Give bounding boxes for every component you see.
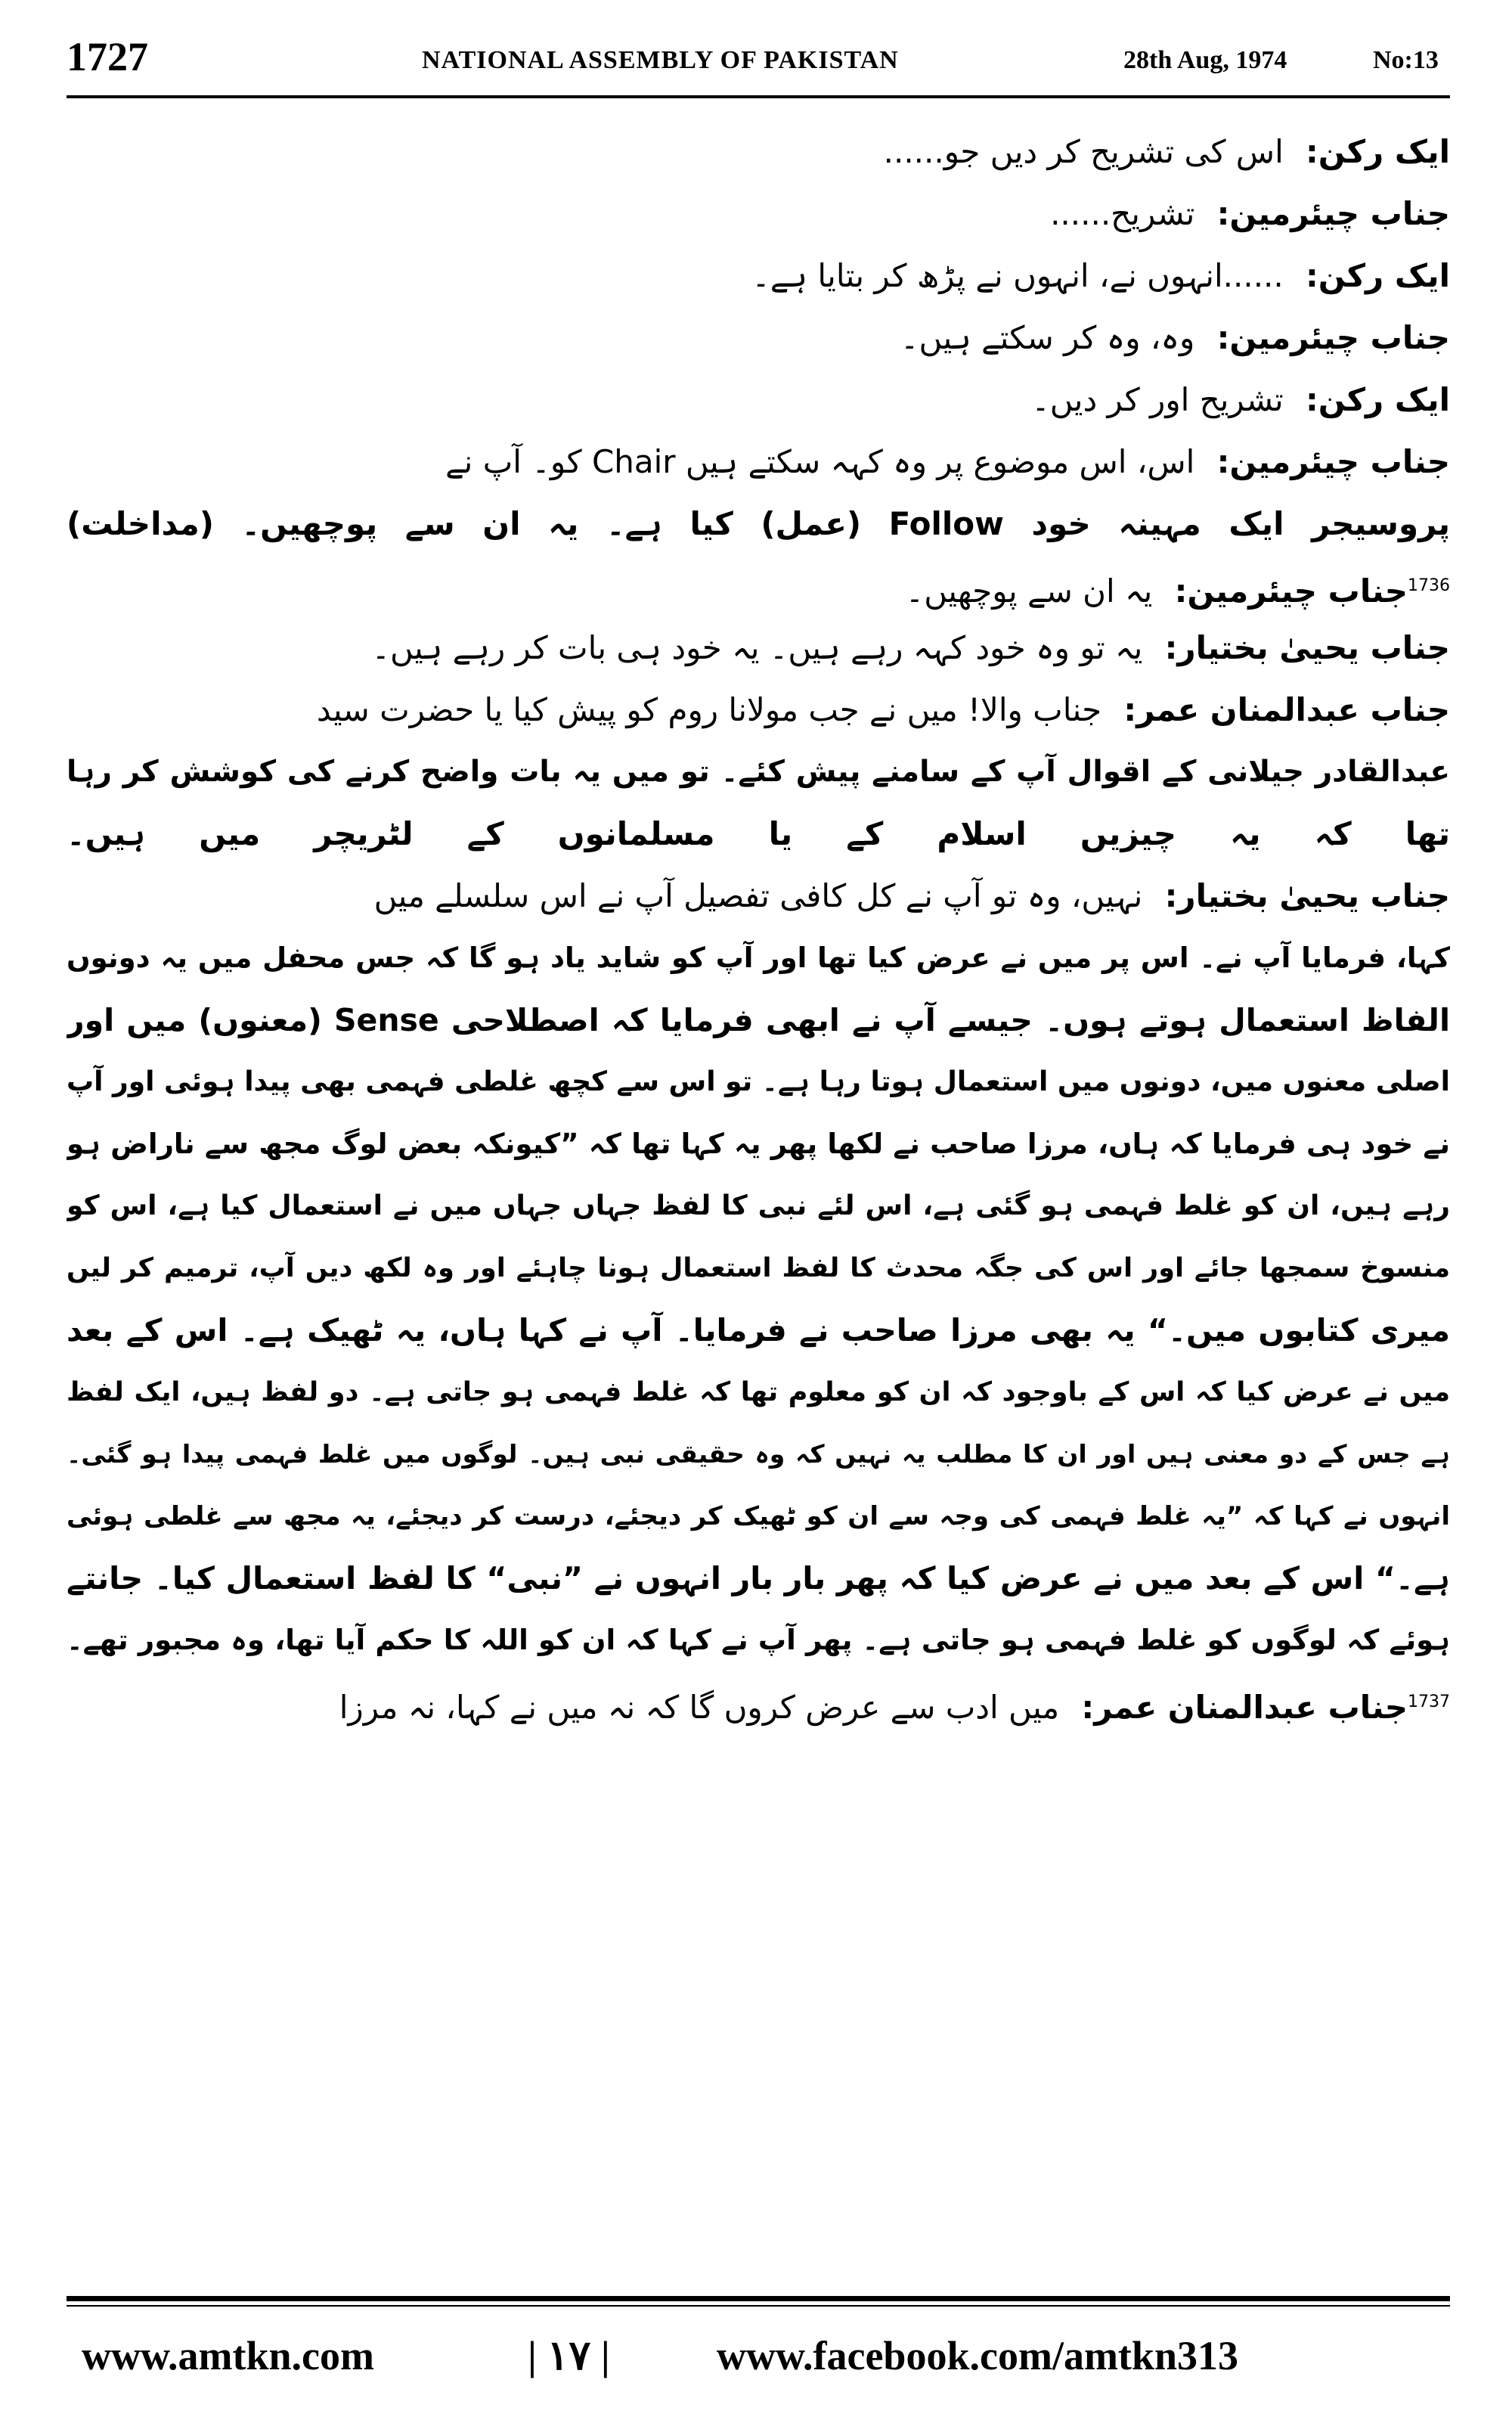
speech-text: وہ، وہ کر سکتے ہیں۔ — [900, 319, 1195, 356]
transcript-line — [67, 1175, 1450, 1237]
page-footer — [67, 2325, 1450, 2386]
speech-text: تشریح اور کر دیں۔ — [1031, 381, 1284, 418]
speech-text: کہا، فرمایا آپ نے۔ اس پر میں نے عرض کیا تھا اور آپ کو شاید یاد ہو گا کہ جس محفل میں یہ دونوں — [67, 942, 1450, 974]
transcript-line — [67, 121, 1450, 183]
speaker-name: جناب یحییٰ بختیار: — [1164, 629, 1450, 666]
transcript-line — [67, 493, 1450, 555]
page-number: 1727 — [67, 34, 148, 79]
speaker-name: جناب عبدالمنان عمر: — [1081, 1689, 1408, 1726]
speech-text: اصلی معنوں میں، دونوں میں استعمال ہوتا رہا ہے۔ تو اس سے کچھ غلطی فہمی بھی پیدا ہوئی اور آپ — [67, 1066, 1450, 1097]
speaker-name: جناب چیئرمین: — [1216, 195, 1450, 232]
transcript-line — [67, 741, 1450, 803]
transcript-line — [67, 1237, 1450, 1299]
speech-text: یہ تو وہ خود کہہ رہے ہیں۔ یہ خود ہی بات کر رہے ہیں۔ — [371, 629, 1143, 666]
speech-text: نے خود ہی فرمایا کہ ہاں، مرزا صاحب نے لکھا پھر یہ کہا تھا کہ ”کیونکہ بعض لوگ مجھ سے ناراض ہو — [67, 1128, 1450, 1160]
transcript-line — [67, 245, 1450, 307]
speaker-name: ایک رکن: — [1306, 257, 1450, 294]
speech-text: ......انہوں نے، انہوں نے پڑھ کر بتایا ہے۔ — [751, 257, 1284, 294]
speech-text: جناب والا! میں نے جب مولانا روم کو پیش کیا یا حضرت سید — [316, 691, 1102, 728]
transcript-line — [67, 555, 1450, 617]
transcript-line — [67, 679, 1450, 741]
speech-text: ہوئے کہ لوگوں کو غلط فہمی ہو جاتی ہے۔ پھر آپ نے کہا کہ ان کو اللہ کا حکم آیا تھا، وہ مجبور تھے۔ — [67, 1624, 1450, 1656]
footer-website-link[interactable]: www.amtkn.com — [82, 2333, 374, 2378]
speaker-name: جناب عبدالمنان عمر: — [1123, 691, 1450, 728]
speaker-name: ایک رکن: — [1306, 133, 1450, 170]
speech-text: میں نے عرض کیا کہ اس کے باوجود کہ ان کو معلوم تھا کہ غلط فہمی ہو جاتی ہے۔ دو لفظ ہیں، ایک لفظ — [67, 1377, 1450, 1407]
transcript-line — [67, 1423, 1450, 1485]
transcript-line — [67, 1485, 1450, 1547]
speech-text: رہے ہیں، ان کو غلط فہمی ہو گئی ہے، اس لئے نبی کا لفظ جہاں جہاں میں نے استعمال کیا ہے، اس کو — [67, 1190, 1450, 1221]
speech-text: نہیں، وہ تو آپ نے کل کافی تفصیل آپ نے اس سلسلے میں — [373, 877, 1143, 914]
speaker-name: جناب چیئرمین: — [1174, 572, 1408, 610]
transcript-line — [67, 803, 1450, 865]
transcript-body — [67, 121, 1450, 2223]
speech-text: تشریح...... — [1050, 195, 1195, 232]
speech-text: ہے۔“ اس کے بعد میں نے عرض کیا کہ پھر بار بار انہوں نے ”نبی“ کا لفظ استعمال کیا۔ جانتے — [67, 1560, 1450, 1596]
speech-text: انہوں نے کہا کہ ”یہ غلط فہمی کی وجہ سے ان کو ٹھیک کر دیجئے، درست کر دیجئے، یہ مجھ سے غلطی ہوئی — [67, 1501, 1450, 1531]
speaker-name: ایک رکن: — [1306, 381, 1450, 418]
transcript-line — [67, 1547, 1450, 1609]
transcript-line — [67, 1609, 1450, 1671]
speech-text: منسوخ سمجھا جائے اور اس کی جگہ محدث کا لفظ استعمال ہونا چاہئے اور وہ لکھ دیں آپ، ترمیم کر لیں — [67, 1253, 1450, 1283]
footer-page-marker: | ١٧ | — [528, 2333, 610, 2378]
speech-text: یہ ان سے پوچھیں۔ — [905, 572, 1153, 610]
page-reference-marker: 1736 — [1408, 576, 1450, 595]
speech-text: میں ادب سے عرض کروں گا کہ نہ میں نے کہا، نہ مرزا — [339, 1689, 1060, 1726]
header-issue: No:13 — [1373, 46, 1439, 74]
speaker-name: جناب یحییٰ بختیار: — [1164, 877, 1450, 914]
transcript-line — [67, 617, 1450, 679]
speech-text: تھا کہ یہ چیزیں اسلام کے یا مسلمانوں کے لٹریچر میں ہیں۔ — [67, 815, 1450, 852]
transcript-line — [67, 1113, 1450, 1175]
transcript-line — [67, 1051, 1450, 1113]
footer-rule-thick — [67, 2296, 1450, 2301]
speech-text: اس کی تشریح کر دیں جو...... — [883, 133, 1284, 170]
header-title: NATIONAL ASSEMBLY OF PAKISTAN — [422, 46, 899, 74]
speech-text: عبدالقادر جیلانی کے اقوال آپ کے سامنے پیش کئے۔ تو میں یہ بات واضح کرنے کی کوشش کر رہا — [67, 755, 1450, 789]
transcript-line — [67, 927, 1450, 989]
transcript-line — [67, 1361, 1450, 1423]
page-header — [67, 30, 1450, 91]
transcript-line — [67, 1671, 1450, 1733]
speech-text: ہے جس کے دو معنی ہیں اور ان کا مطلب یہ نہیں کہ وہ حقیقی نبی ہیں۔ لوگوں میں غلط فہمی پیدا ہو گئی۔ — [67, 1439, 1450, 1469]
transcript-line — [67, 369, 1450, 431]
transcript-line — [67, 183, 1450, 245]
transcript-line — [67, 865, 1450, 927]
transcript-line — [67, 1299, 1450, 1361]
header-rule — [67, 95, 1450, 98]
speech-text: پروسیجر ایک مہینہ خود Follow (عمل) کیا ہے۔ یہ ان سے پوچھیں۔ (مداخلت) — [67, 505, 1450, 542]
page-reference-marker: 1737 — [1408, 1692, 1450, 1711]
speech-text: الفاظ استعمال ہوتے ہوں۔ جیسے آپ نے ابھی فرمایا کہ اصطلاحی Sense (معنوں) میں اور — [67, 1002, 1450, 1038]
speaker-name: جناب چیئرمین: — [1216, 319, 1450, 356]
header-date: 28th Aug, 1974 — [1123, 46, 1287, 74]
speaker-name: جناب چیئرمین: — [1216, 443, 1450, 480]
transcript-line — [67, 431, 1450, 493]
transcript-line — [67, 307, 1450, 369]
speech-text: اس، اس موضوع پر وہ کہہ سکتے ہیں Chair کو۔ آپ نے — [445, 443, 1195, 480]
transcript-line — [67, 989, 1450, 1051]
footer-facebook-link[interactable]: www.facebook.com/amtkn313 — [717, 2333, 1238, 2378]
speech-text: میری کتابوں میں۔“ یہ بھی مرزا صاحب نے فرمایا۔ آپ نے کہا ہاں، یہ ٹھیک ہے۔ اس کے بعد — [67, 1312, 1450, 1348]
footer-rule-thin — [67, 2305, 1450, 2307]
